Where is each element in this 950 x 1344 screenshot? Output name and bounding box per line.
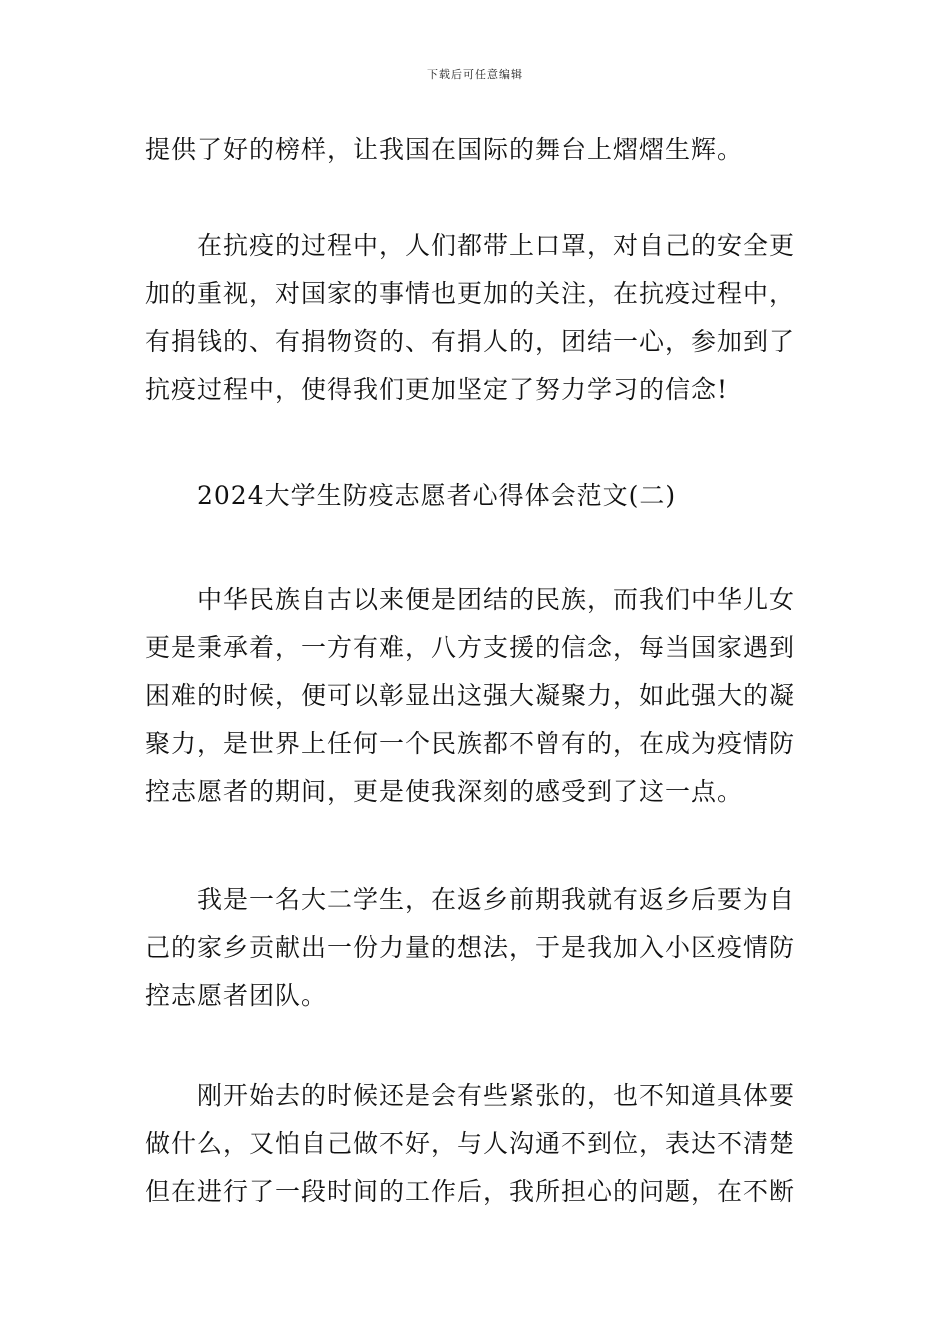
paragraph-anti-epidemic: 在抗疫的过程中，人们都带上口罩，对自己的安全更加的重视，对国家的事情也更加的关注，在抗疫过程中，有捐钱的、有捐物资的、有捐人的，团结一心，参加到了抗疫过程中，使得我们更加坚定了努力学习的信念!	[145, 231, 796, 404]
paragraph-first-days: 刚开始去的时候还是会有些紧张的，也不知道具体要做什么，又怕自己做不好，与人沟通不到位，表达不清楚但在进行了一段时间的工作后，我所担心的问题，在不断	[145, 1081, 796, 1206]
paragraph-student-volunteer: 我是一名大二学生，在返乡前期我就有返乡后要为自己的家乡贡献出一份力量的想法，于是我加入小区疫情防控志愿者团队。	[145, 885, 796, 1010]
paragraph-national-unity: 中华民族自古以来便是团结的民族，而我们中华儿女更是秉承着，一方有难，八方支援的信念，每当国家遇到困难的时候，便可以彰显出这强大凝聚力，如此强大的凝聚力，是世界上任何一个民族都不曾有的，在成为疫情防控志愿者的期间，更是使我深刻的感受到了这一点。	[145, 585, 796, 806]
paragraph-continuation: 提供了好的榜样，让我国在国际的舞台上熠熠生辉。	[145, 135, 744, 164]
header-note: 下载后可任意编辑	[427, 68, 523, 81]
section-title: 2024大学生防疫志愿者心得体会范文(二)	[197, 481, 677, 510]
